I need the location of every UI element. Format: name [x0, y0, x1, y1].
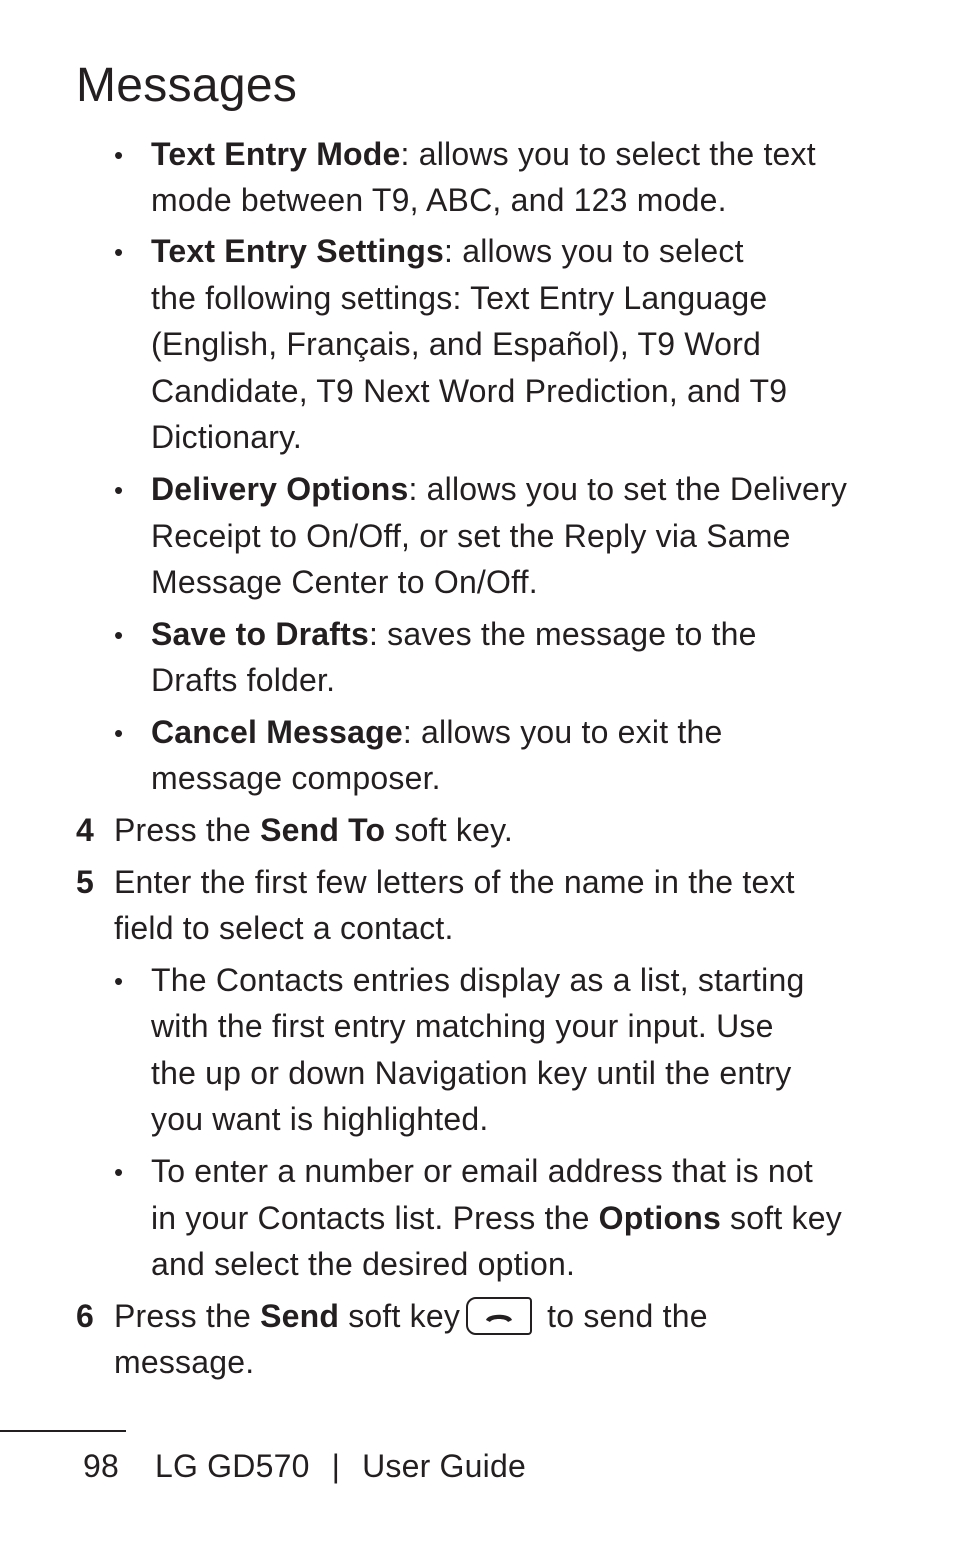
step-number: 5 [76, 864, 94, 900]
option-term: Text Entry Settings [151, 233, 445, 269]
option-term: Delivery Options [151, 471, 409, 507]
text-line: Dictionary. [151, 419, 302, 455]
send-key-icon [466, 1297, 532, 1335]
text-line: mode between T9, ABC, and 123 mode. [151, 182, 727, 218]
text-line: Drafts folder. [151, 662, 336, 698]
bullet-dot: • [114, 237, 124, 267]
text-line: Candidate, T9 Next Word Prediction, and T9 [151, 373, 788, 409]
text-line: and select the desired option. [151, 1246, 576, 1282]
page-number: 98 [83, 1448, 119, 1484]
text-line: Message Center to On/Off. [151, 564, 538, 600]
page-title: Messages [76, 59, 298, 112]
step-text: message. [114, 1344, 255, 1380]
list-item: Cancel Message: allows you to exit the [151, 714, 723, 750]
text-line: To enter a number or email address that is not [151, 1153, 813, 1189]
footer-separator: | [331, 1448, 341, 1484]
text-line: the up or down Navigation key until the entry [151, 1055, 792, 1091]
step-text: Press the Send To soft key. [114, 812, 513, 848]
text-line: in your Contacts list. Press the Options soft key [151, 1200, 842, 1236]
step-text: field to select a contact. [114, 910, 454, 946]
option-term: Text Entry Mode [151, 136, 401, 172]
option-term: Cancel Message [151, 714, 403, 750]
guide-label: User Guide [362, 1448, 526, 1484]
bullet-dot: • [114, 140, 124, 170]
footer-rule [0, 1430, 126, 1432]
product-name: LG GD570 [155, 1448, 310, 1484]
text-line: with the first entry matching your input. Use [151, 1008, 774, 1044]
step-number: 6 [76, 1298, 94, 1334]
option-term: Save to Drafts [151, 616, 369, 652]
text-line: (English, Français, and Español), T9 Word [151, 326, 761, 362]
text-line: the following settings: Text Entry Language [151, 280, 768, 316]
step-text: Press the Send soft key to send the [114, 1298, 708, 1334]
list-item: Save to Drafts: saves the message to the [151, 616, 757, 652]
bullet-dot: • [114, 475, 124, 505]
text-line: The Contacts entries display as a list, starting [151, 962, 805, 998]
bullet-dot: • [114, 1157, 124, 1187]
text-line: you want is highlighted. [151, 1101, 489, 1137]
list-item: Delivery Options: allows you to set the Delivery [151, 471, 848, 507]
list-item: Text Entry Mode: allows you to select the text [151, 136, 816, 172]
bullet-dot: • [114, 718, 124, 748]
bullet-dot: • [114, 620, 124, 650]
step-text: Enter the first few letters of the name in the text [114, 864, 795, 900]
step-number: 4 [76, 812, 94, 848]
bullet-dot: • [114, 966, 124, 996]
text-line: Receipt to On/Off, or set the Reply via Same [151, 518, 791, 554]
page-footer [83, 1443, 526, 1489]
list-item: Text Entry Settings: allows you to select [151, 233, 744, 269]
text-line: message composer. [151, 760, 441, 796]
